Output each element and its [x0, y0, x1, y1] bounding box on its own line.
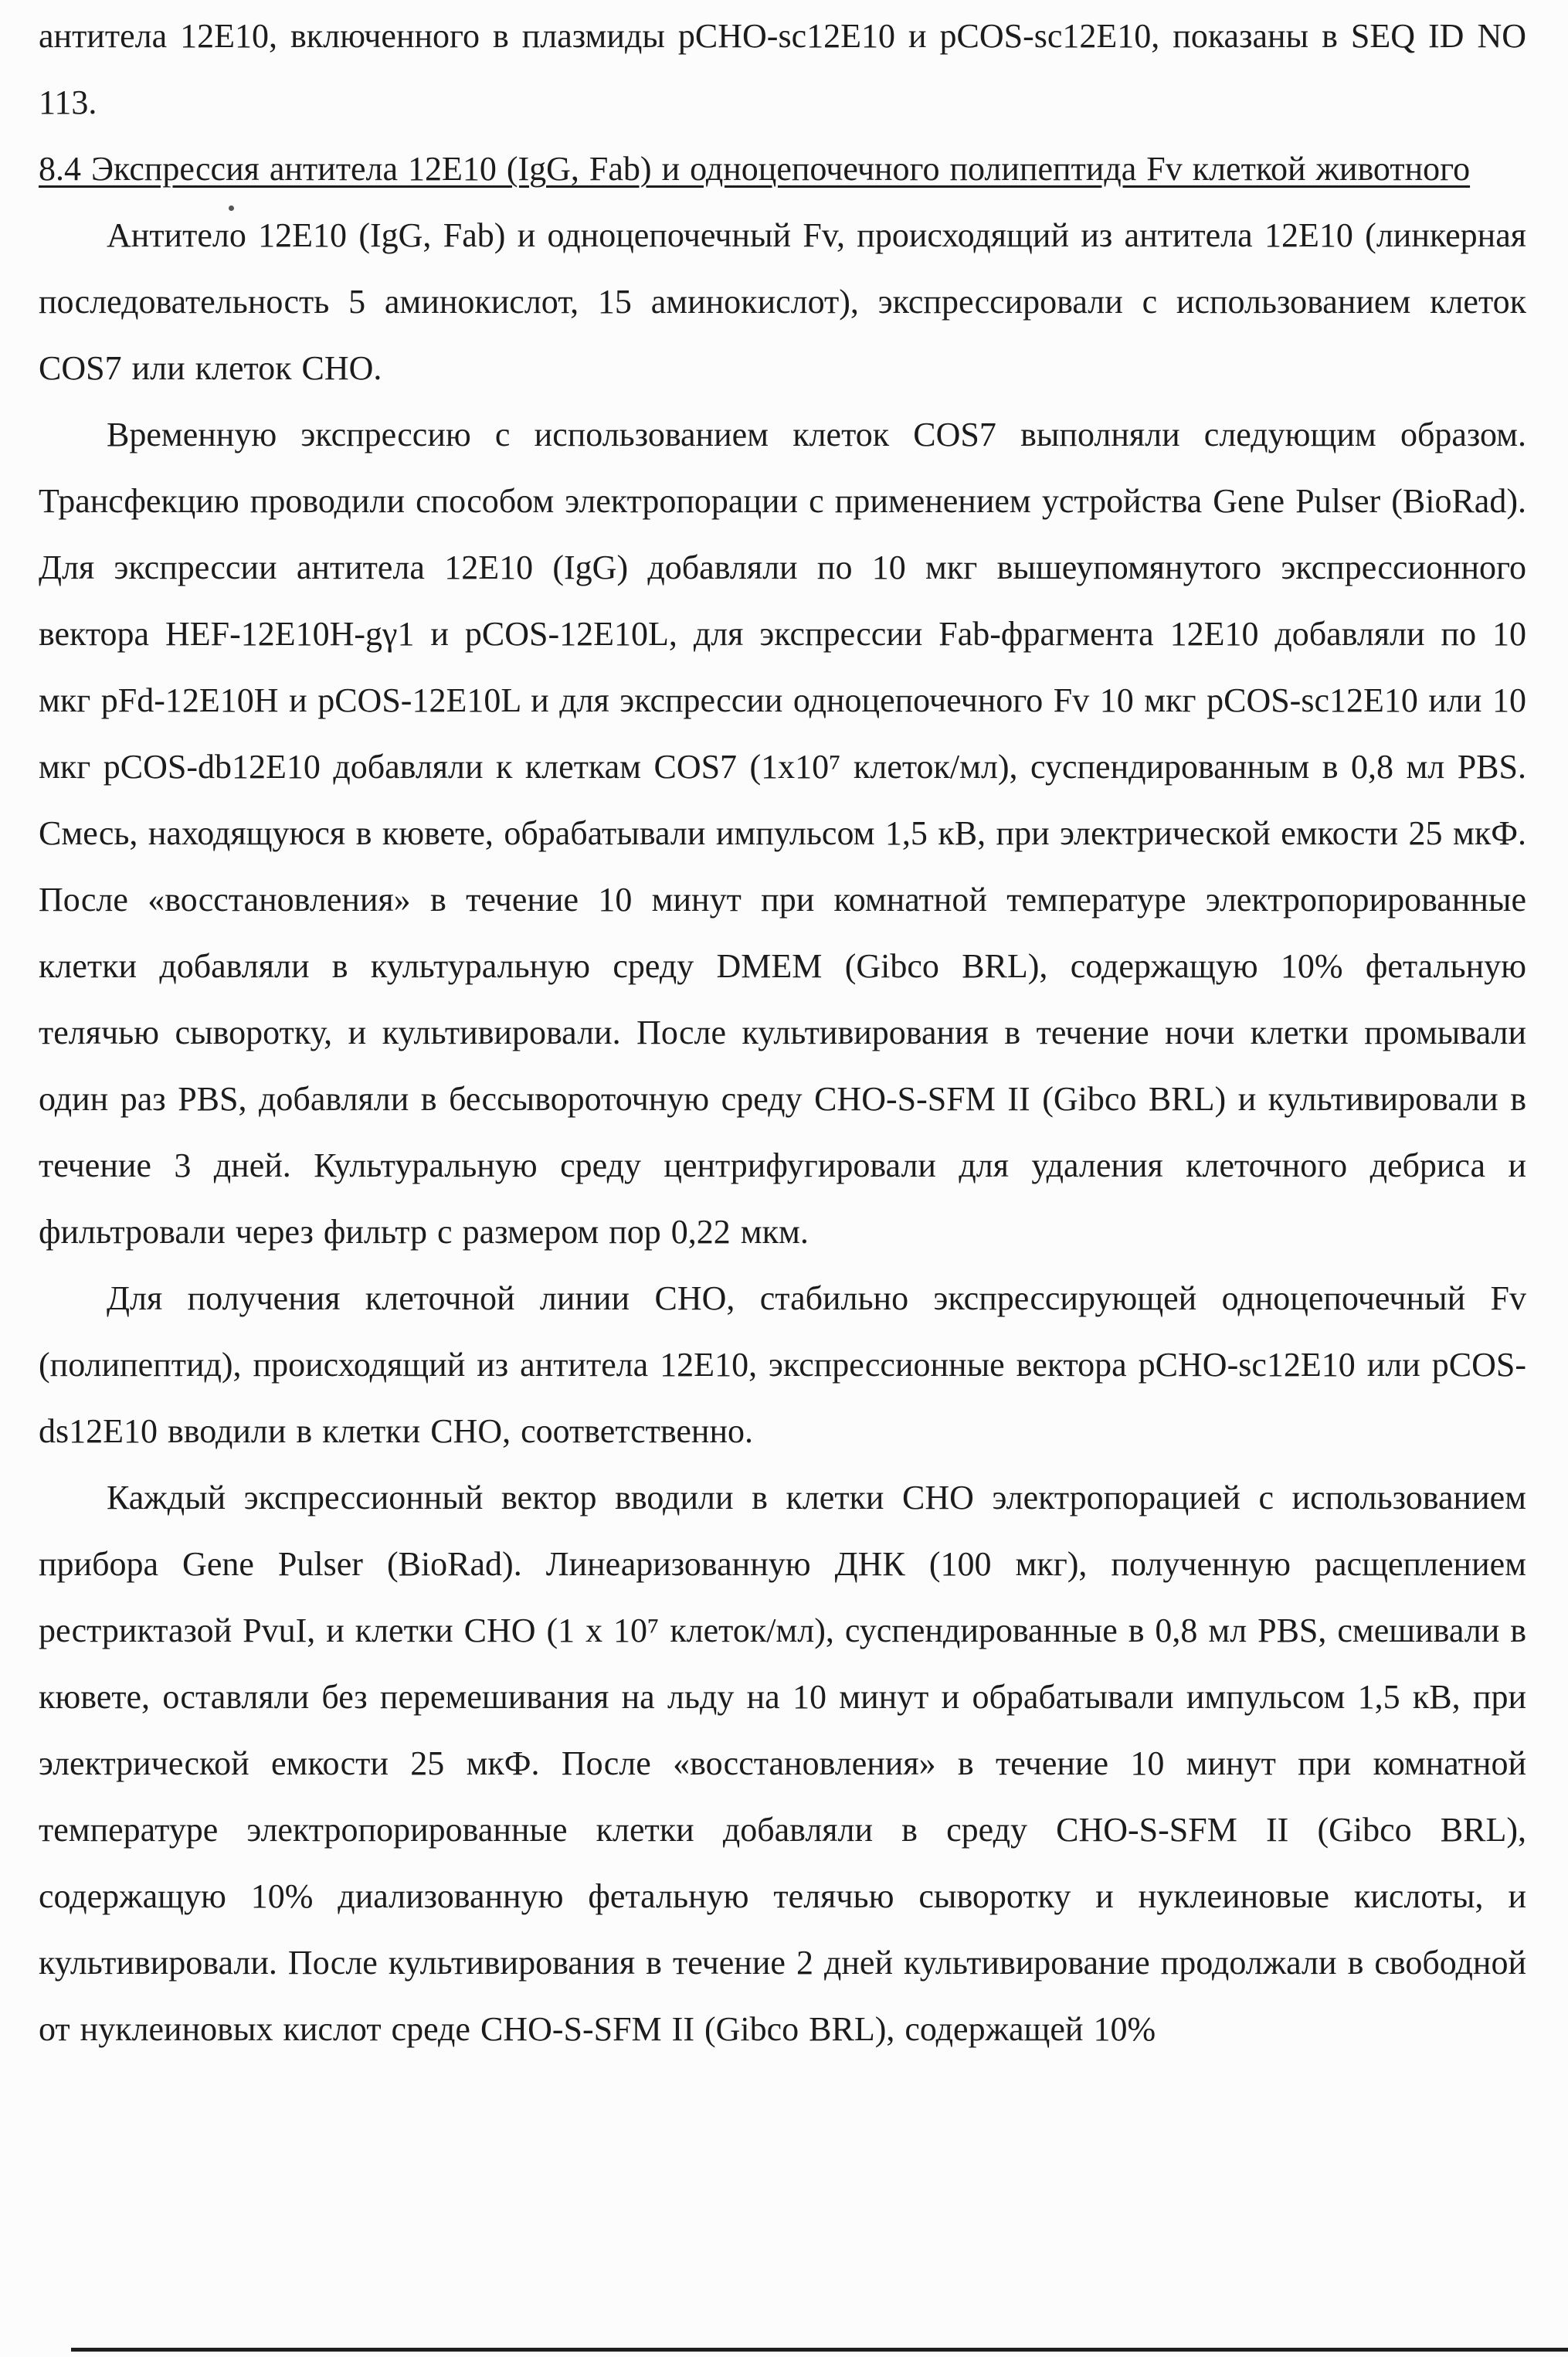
body-paragraph: Антитело 12E10 (IgG, Fab) и одноцепочечный Fv, происходящий из антитела 12E10 (линкерная последовательность 5 аминокислот, 15 аминокислот), экспрессировали с использованием клеток COS7 или клеток CHO.	[39, 216, 1526, 387]
body-paragraph: Каждый экспрессионный вектор вводили в клетки CHO электропорацией с использованием прибора Gene Pulser (BioRad). Линеаризованную ДНК (100 мкг), полученную расщеплением рестриктазой PvuI, и клетки CHO (1 x 10⁷ клеток/мл), суспендированные в 0,8 мл PBS, смешивали в кювете, оставляли без перемешивания на льду на 10 минут и обрабатывали импульсом 1,5 кВ, при электрической емкости 25 мкФ. После «восстановления» в течение 10 минут при комнатной температуре электропорированные клетки добавляли в среду CHO-S-SFM II (Gibco BRL), содержащую 10% диализованную фетальную телячью сыворотку и нуклеиновые кислоты, и культивировали. После культивирования в течение 2 дней культивирование продолжали в свободной от нуклеиновых кислот среде CHO-S-SFM II (Gibco BRL), содержащей 10%	[39, 1479, 1526, 2048]
scan-artifact-line	[71, 2348, 1568, 2352]
body-paragraph: Временную экспрессию с использованием клеток COS7 выполняли следующим образом. Трансфекцию проводили способом электропорации с применением устройства Gene Pulser (BioRad). Для экспрессии антитела 12E10 (IgG) добавляли по 10 мкг вышеупомянутого экспрессионного вектора HEF-12E10H-gγ1 и pCOS-12E10L, для экспрессии Fab-фрагмента 12E10 добавляли по 10 мкг pFd-12E10H и pCOS-12E10L и для экспрессии одноцепочечного Fv 10 мкг pCOS-sc12E10 или 10 мкг pCOS-db12E10 добавляли к клеткам COS7 (1x10⁷ клеток/мл), суспендированным в 0,8 мл PBS. Смесь, находящуюся в кювете, обрабатывали импульсом 1,5 кВ, при электрической емкости 25 мкФ. После «восстановления» в течение 10 минут при комнатной температуре электропорированные клетки добавляли в культуральную среду DMEM (Gibco BRL), содержащую 10% фетальную телячью сыворотку, и культивировали. После культивирования в течение ночи клетки промывали один раз PBS, добавляли в бессывороточную среду CHO-S-SFM II (Gibco BRL) и культивировали в течение 3 дней. Культуральную среду центрифугировали для удаления клеточного дебриса и фильтровали через фильтр с размером пор 0,22 мкм.	[39, 416, 1526, 1251]
body-paragraph: Для получения клеточной линии CHO, стабильно экспрессирующей одноцепочечный Fv (полипептид), происходящий из антитела 12E10, экспрессионные вектора pCHO-sc12E10 или pCOS-ds12E10 вводили в клетки CHO, соответственно.	[39, 1279, 1526, 1450]
scan-speck-artifact	[229, 205, 234, 211]
section-heading: 8.4 Экспрессия антитела 12E10 (IgG, Fab) и одноцепочечного полипептида Fv клеткой животного	[39, 150, 1471, 188]
continuation-paragraph: антитела 12E10, включенного в плазмиды pCHO-sc12E10 и pCOS-sc12E10, показаны в SEQ ID NO 113.	[39, 17, 1526, 121]
